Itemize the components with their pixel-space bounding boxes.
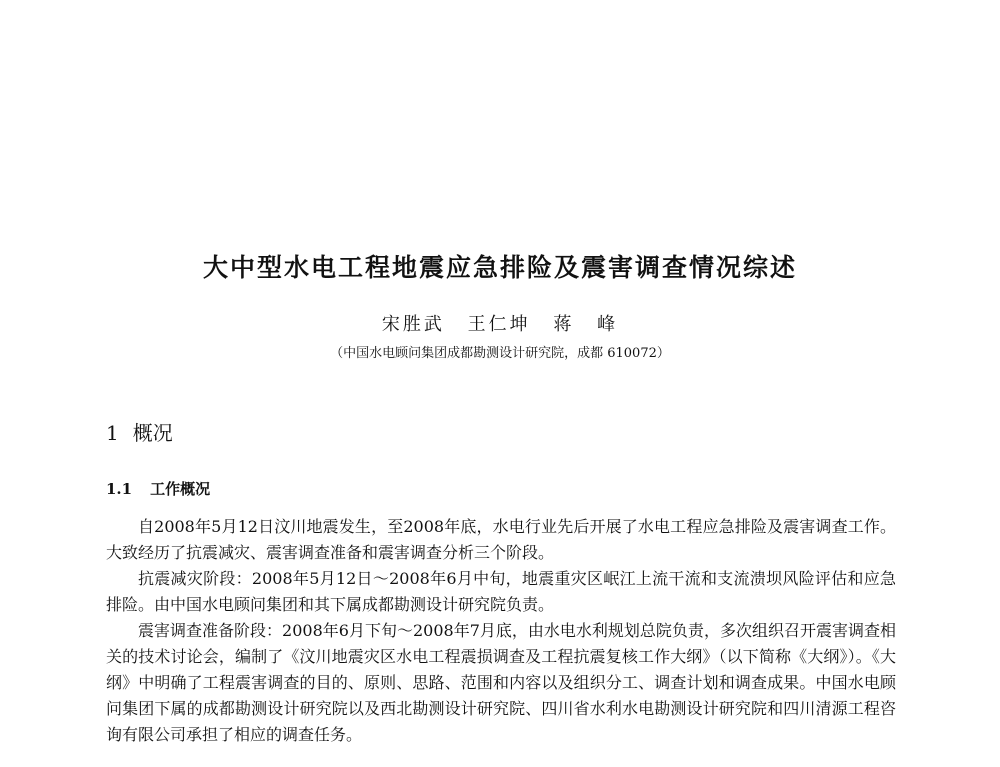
paper-authors: 宋胜武 王仁坤 蒋 峰	[381, 314, 619, 335]
paper-affiliation: （中国水电顾问集团成都勘测设计研究院，成都 610072）	[330, 346, 670, 361]
paper-title: 大中型水电工程地震应急排险及震害调查情况综述	[202, 253, 797, 282]
subsection-heading	[106, 479, 210, 499]
body-paragraph: 抗震减灾阶段：2008年5月12日～2008年6月中旬，地震重灾区岷江上流干流和支流溃坝风险评估和应急排险。由中国水电顾问集团和其下属成都勘测设计研究院负责。	[106, 569, 896, 614]
subsection-number: 1.1	[106, 480, 133, 498]
body-text	[106, 514, 896, 748]
section-heading	[106, 420, 173, 446]
body-paragraph: 自2008年5月12日汶川地震发生，至2008年底，水电行业先后开展了水电工程应急排险及震害调查工作。大致经历了抗震减灾、震害调查准备和震害调查分析三个阶段。	[106, 517, 896, 562]
section-number: 1	[106, 421, 119, 445]
section-title: 概况	[132, 421, 173, 445]
subsection-title: 工作概况	[150, 480, 211, 498]
body-paragraph: 震害调查准备阶段：2008年6月下旬～2008年7月底，由水电水利规划总院负责，多次组织召开震害调查相关的技术讨论会，编制了《汶川地震灾区水电工程震损调查及工程抗震复核工作大纲》（以下简称《大纲》）。《大纲》中明确了工程震害调查的目的、原则、思路、范围和内容以及组织分工、调查计划和调查成果。中国水电顾问集团下属的成都勘测设计研究院以及西北勘测设计研究院、四川省水利水电勘测设计研究院和四川清源工程咨询有限公司承担了相应的调查任务。	[106, 621, 896, 744]
